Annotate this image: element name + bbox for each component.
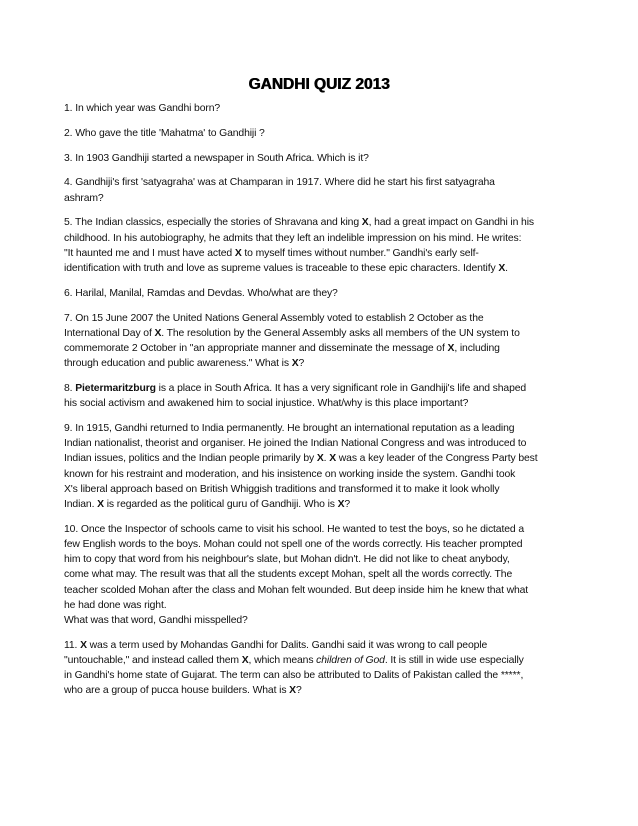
italic-term: children of God	[316, 655, 385, 667]
question-line: 4. Gandhiji's first 'satyagraha' was at Champaran in 1917. Where did he start his first satyagraha	[64, 177, 495, 189]
question-line: X's liberal approach based on British Whiggish traditions and transformed it to make it look wholly	[64, 483, 500, 495]
question-line: 2. Who gave the title 'Mahatma' to Gandhiji ?	[64, 127, 265, 139]
question-line: 1. In which year was Gandhi born?	[64, 103, 221, 114]
question-line: his social activism and awakened him to social injustice. What/why is this place important?	[64, 398, 469, 410]
question-line: come what may. The result was that all the students except Mohan, spelt all the words correctly. The	[64, 569, 513, 581]
question-line: him to copy that word from his neighbour's slate, but Mohan didn't. He did not like to cheat anybody,	[64, 554, 510, 566]
bold-term: X	[291, 358, 299, 370]
question-7	[64, 311, 574, 372]
bold-term: X	[241, 655, 249, 667]
question-line: "untouchable," and instead called them X, which means children of God. It is still in wide use especially	[64, 655, 524, 667]
question-11	[64, 638, 574, 699]
question-line: 7. On 15 June 2007 the United Nations General Assembly voted to establish 2 October as the	[64, 312, 484, 324]
question-6	[64, 286, 574, 301]
bold-term: X	[337, 499, 345, 511]
question-line: 11. X was a term used by Mohandas Gandhi for Dalits. Gandhi said it was wrong to call people	[64, 639, 488, 651]
question-line: known for his restraint and moderation, and his insistence on working inside the system. Gandhi took	[64, 468, 516, 480]
question-line: 3. In 1903 Gandhiji started a newspaper in South Africa. Which is it?	[64, 152, 369, 164]
question-3	[64, 151, 574, 166]
question-line: Indian nationalist, theorist and organiser. He joined the Indian National Congress and was introduced to	[64, 438, 527, 450]
question-5	[64, 215, 574, 276]
question-line: 5. The Indian classics, especially the stories of Shravana and king X, had a great impact on Gandhi in his	[64, 217, 534, 229]
question-line: he had done was right.	[64, 599, 167, 611]
question-line: 8. Pietermaritzburg is a place in South Africa. It has a very significant role in Gandhiji's life and shaped	[64, 383, 527, 394]
question-line: through education and public awareness." What is X?	[64, 358, 305, 370]
question-2	[64, 126, 574, 141]
bold-term: X	[329, 453, 337, 465]
question-line: 10. Once the Inspector of schools came to visit his school. He wanted to test the boys, so he dictated a	[64, 523, 524, 535]
bold-term: X	[361, 217, 369, 229]
question-line: few English words to the boys. Mohan could not spell one of the words correctly. His teacher prompted	[64, 539, 523, 551]
question-line: Indian. X is regarded as the political guru of Gandhiji. Who is X?	[64, 499, 351, 511]
bold-term: X	[154, 327, 162, 339]
question-line: "It haunted me and I must have acted X to myself times without number." Gandhi's early self-	[64, 247, 479, 259]
bold-term: X	[447, 343, 455, 354]
question-line: who are a group of pucca house builders. What is X?	[64, 685, 302, 697]
quiz-questions	[64, 101, 574, 708]
bold-term: X	[80, 639, 87, 651]
question-line: 6. Harilal, Manilal, Ramdas and Devdas. Who/what are they?	[64, 287, 338, 299]
bold-term: X	[97, 499, 104, 511]
question-line: in Gandhi's home state of Gujarat. The term can also be attributed to Dalits of Pakistan called the *****,	[64, 670, 524, 682]
question-line: Indian issues, politics and the Indian people primarily by X. X was a key leader of the Congress Party best	[64, 453, 538, 465]
bold-term: Pietermaritzburg	[75, 383, 156, 394]
question-line: childhood. In his autobiography, he admits that they left an indelible impression on his mind. He writes:	[64, 232, 522, 244]
question-line: International Day of X. The resolution by the General Assembly asks all members of the UN system to	[64, 327, 520, 339]
question-line: 9. In 1915, Gandhi returned to India permanently. He brought an international reputation as a leading	[64, 423, 515, 434]
question-1	[64, 101, 574, 116]
question-line: What was that word, Gandhi misspelled?	[64, 615, 248, 627]
bold-term: X	[289, 685, 296, 697]
question-8	[64, 381, 574, 411]
bold-term: X	[316, 453, 324, 465]
question-line: commemorate 2 October in "an appropriate manner and disseminate the message of X, including	[64, 343, 500, 354]
question-9	[64, 421, 574, 512]
quiz-title: GANDHI QUIZ 2013	[248, 76, 390, 93]
bold-term: X	[498, 263, 506, 274]
question-line: teacher scolded Mohan after the class and Mohan felt wounded. But deep inside him he knew that what	[64, 584, 529, 596]
question-line: identification with truth and love as supreme values is traceable to these epic characters. Identify X.	[64, 263, 508, 274]
bold-term: X	[234, 247, 242, 259]
question-10	[64, 522, 574, 628]
question-4	[64, 175, 574, 205]
question-line: ashram?	[64, 192, 104, 204]
